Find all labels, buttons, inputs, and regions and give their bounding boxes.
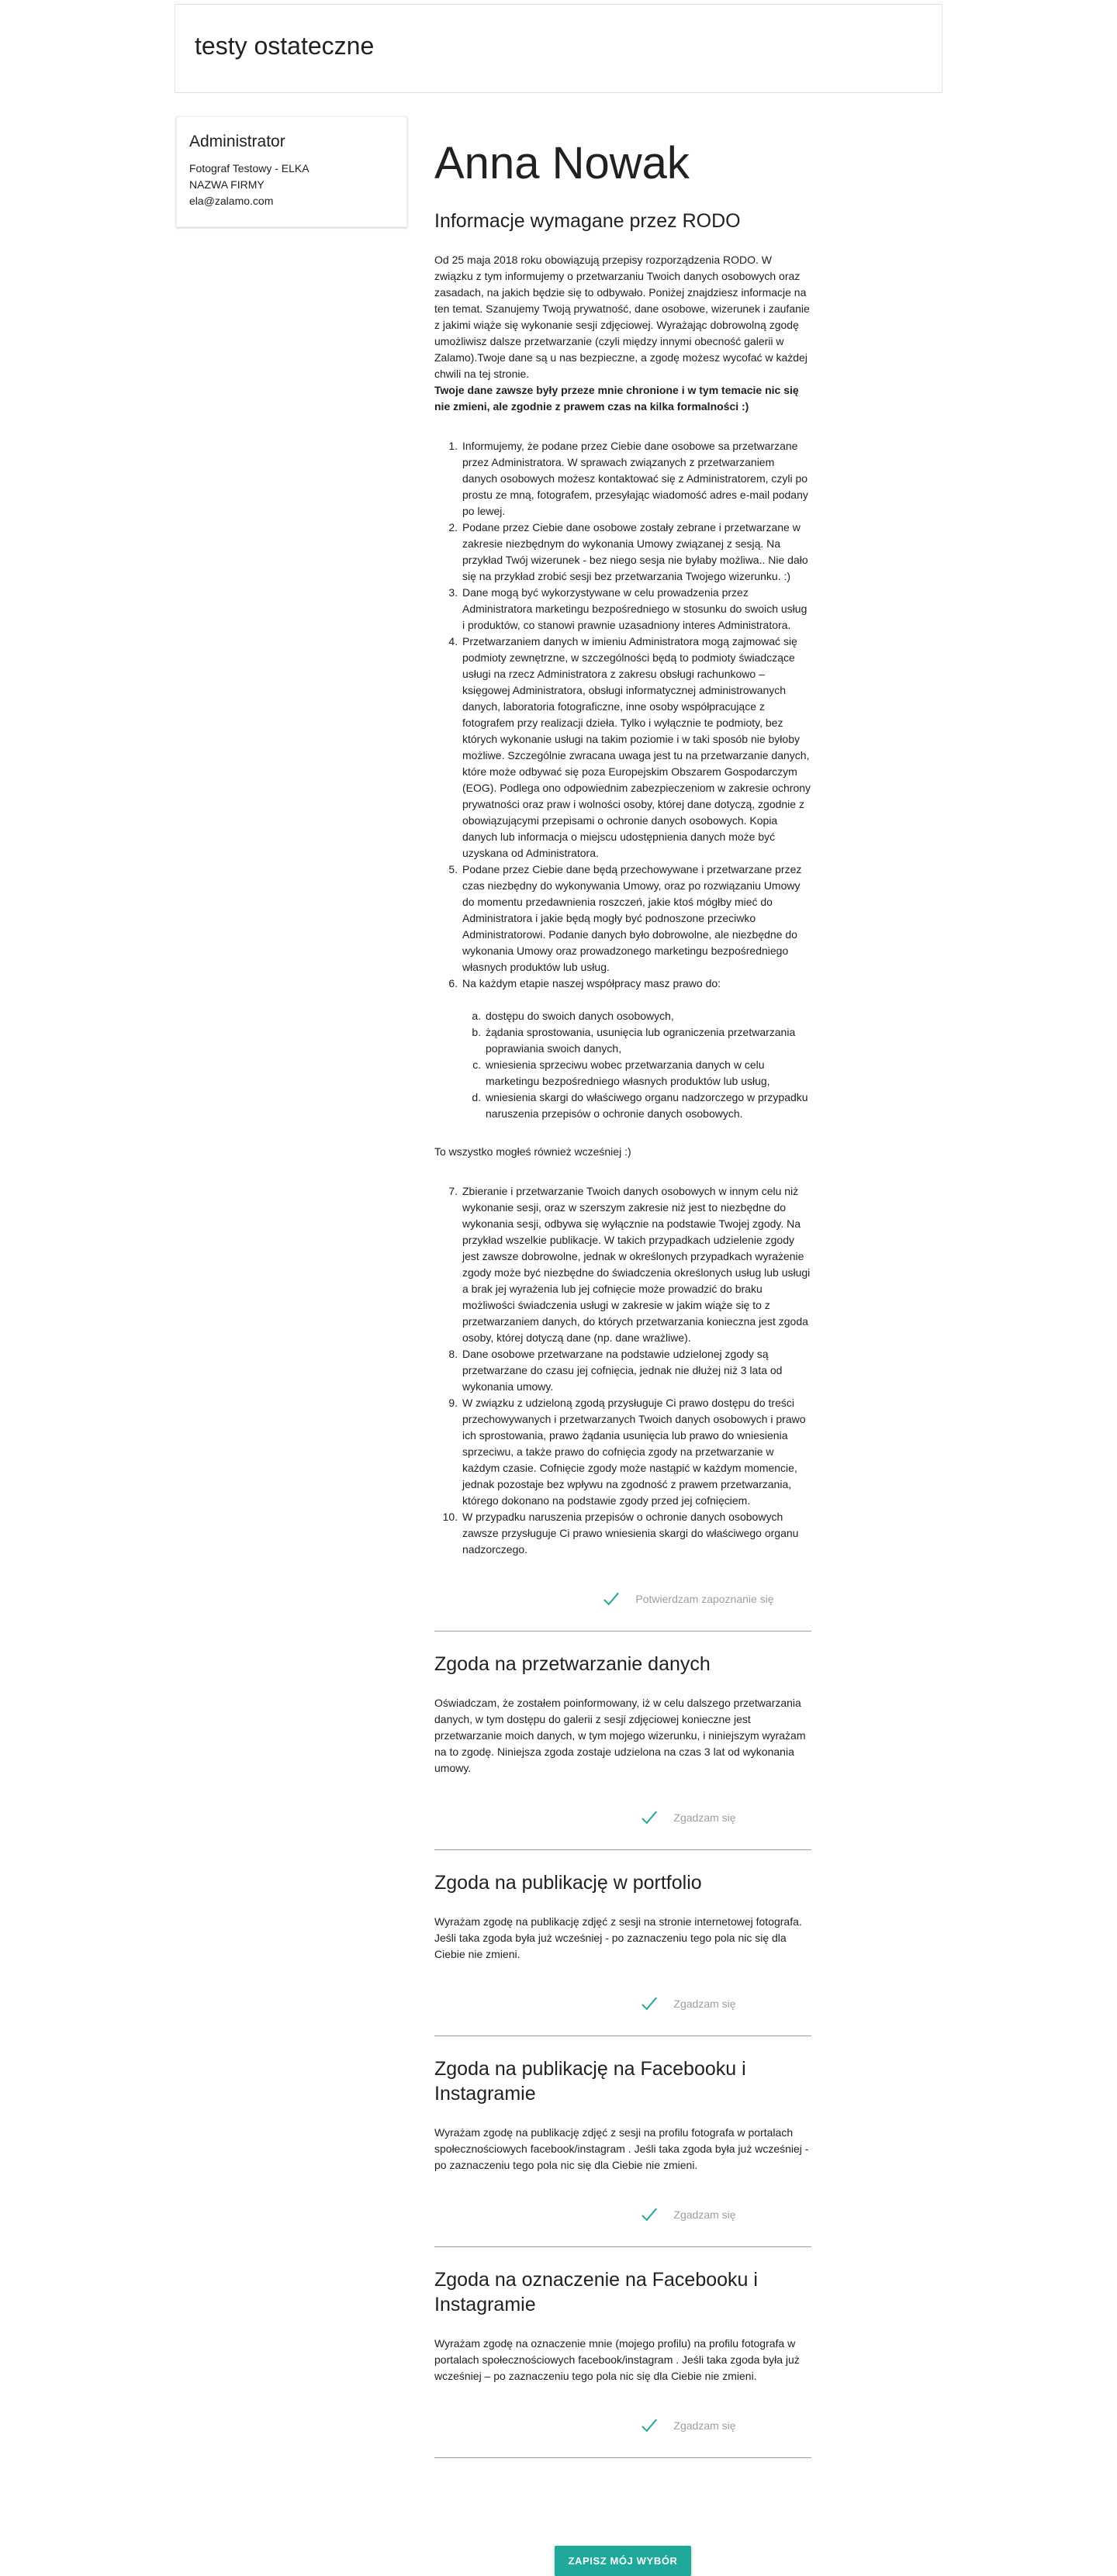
agree-checkbox-social-publish[interactable] bbox=[434, 2206, 942, 2223]
check-icon bbox=[641, 1809, 658, 1826]
section-divider bbox=[434, 2246, 811, 2247]
rodo-intro: Od 25 maja 2018 roku obowiązują przepisy rozporządzenia RODO. W związku z tym informujemy o przetwarzaniu Twoich danych osobowych oraz zasadach, na jakich będzie się to odbywało. Poniżej znajdziesz informacje na ten temat. Szanujemy Twoją prywatność, dane osobowe, wizerunek i zaufanie z jakimi wiąże się wykonanie sesji zdjęciowej. Wyrażając dobrowolną zgodę umożliwisz dalsze przetwarzanie (czyli między innymi obecność galerii w Zalamo).Twoje dane są u nas bezpieczne, a zgodę możesz wycofać w każdej chwili na tej stronie. bbox=[434, 253, 810, 380]
rodo-heading: Informacje wymagane przez RODO bbox=[434, 209, 741, 232]
rodo-subitem-b: b. żądania sprostowania, usunięcia lub ograniczenia przetwarzania poprawiania swoich danych, bbox=[484, 1024, 811, 1057]
section-4-heading: Zgoda na oznaczenie na Facebooku i Instagramie bbox=[434, 2268, 758, 2315]
rodo-list-7-10 bbox=[434, 1183, 811, 1558]
agree-label: Zgadzam się bbox=[673, 2208, 736, 2221]
rodo-item-6 bbox=[461, 975, 811, 1122]
save-choice-button[interactable]: ZAPISZ MÓJ WYBÓR bbox=[555, 2546, 690, 2576]
rodo-item-9: 9. W związku z udzieloną zgodą przysługuje Ci prawo dostępu do treści przechowywanych i przetwarzanych Twoich danych osobowych i prawo ich sprostowania, prawo żądania usunięcia lub prawo do wniesienia sprzeciwu, a także prawo do cofnięcia zgody na przetwarzanie w każdym czasie. Cofnięcie zgody może nastąpić w każdym momencie, jednak pozostaje bez wpływu na zgodność z prawem przetwarzania, którego dokonano na podstawie zgody przed jej cofnięciem. bbox=[461, 1395, 811, 1509]
rodo-item-4: 4. Przetwarzaniem danych w imieniu Administratora mogą zajmować się podmioty zewnętrzne, w szczególności będą to podmioty świadczące usługi na rzecz Administratora z zakresu obsługi rachunkowo – księgowej Administratora, obsługi informatycznej administrowanych danych, laboratoria fotograficzne, inne osoby współpracujące z fotografem przy realizacji dzieła. Tylko i wyłącznie te podmioty, bez których wykonanie usługi na takim poziomie i w taki sposób nie byłoby możliwe. Szczególnie zwracana uwaga jest tu na przetwarzanie danych, które może odbywać się poza Europejskim Obszarem Gospodarczym (EOG). Podlega ono odpowiednim zabezpieczeniom w zakresie ochrony prywatności oraz praw i wolności osoby, której dane dotyczą, zgodnie z obowiązującymi przepisami o ochronie danych osobowych. Kopia danych lub informacja o miejscu udostępnienia danych może być uzyskana od Administratora. bbox=[461, 634, 811, 862]
rodo-item-8: 8. Dane osobowe przetwarzane na podstawie udzielonej zgody są przetwarzane do czasu jej cofnięcia, jednak nie dłużej niż 3 lata od wykonania umowy. bbox=[461, 1346, 811, 1395]
check-icon bbox=[641, 2417, 658, 2434]
rodo-item-1: 1. Informujemy, że podane przez Ciebie dane osobowe sa przetwarzane przez Administratora. W sprawach związanych z przetwarzaniem danych osobowych możesz kontaktować się z Administratorem, czyli po prostu ze mną, fotografem, przesyłając wiadomość adres e-mail podany po lewej. bbox=[461, 438, 811, 520]
administrator-heading: Administrator bbox=[189, 133, 285, 150]
rodo-item-7: 7. Zbieranie i przetwarzanie Twoich danych osobowych w innym celu niż wykonanie sesji, oraz w szerszym zakresie niż jest to niezbędne do wykonania sesji, odbywa się wyłącznie na podstawie Twojej zgody. Na przykład wszelkie publikacje. W takich przypadkach udzielenie zgody jest zawsze dobrowolne, jednak w określonych przypadkach wyrażenie zgody może być niezbędne do świadczenia określonych usług lub usługi a brak jej wyrażenia lub jej cofnięcie może prowadzić do braku możliwości świadczenia usługi w zakresie w jakim wiąże się to z przetwarzaniem danych, do których przetwarzania konieczna jest zgoda osoby, której dotyczą dane (np. dane wrażliwe). bbox=[461, 1183, 811, 1346]
consent-form bbox=[434, 138, 942, 2576]
agree-checkbox-social-tag[interactable] bbox=[434, 2417, 942, 2434]
section-divider bbox=[434, 1631, 811, 1632]
rodo-subitem-c: c. wniesienia sprzeciwu wobec przetwarzania danych w celu marketingu bezpośredniego własnych produktów lub usług, bbox=[484, 1057, 811, 1089]
agree-checkbox-data-processing[interactable] bbox=[434, 1809, 942, 1826]
rodo-interlude: To wszystko mogłeś również wcześniej :) bbox=[434, 1145, 631, 1158]
contact-email: ela@zalamo.com bbox=[189, 195, 274, 207]
section-2-heading: Zgoda na publikację w portfolio bbox=[434, 1871, 702, 1894]
agree-label: Zgadzam się bbox=[673, 1811, 736, 1824]
section-divider bbox=[434, 1849, 811, 1850]
rodo-subitem-d: d. wniesienia skargi do właściwego organu nadzorczego w przypadku naruszenia przepisów o ochronie danych osobowych. bbox=[484, 1089, 811, 1122]
rodo-item-10: 10. W przypadku naruszenia przepisów o ochronie danych osobowych zawsze przysługuje Ci prawo wniesienia skargi do właściwego organu nadzorczego. bbox=[461, 1509, 811, 1558]
check-icon bbox=[641, 1995, 658, 2012]
rodo-item-5: 5. Podane przez Ciebie dane będą przechowywane i przetwarzane przez czas niezbędny do wykonywania Umowy, oraz po rozwiązaniu Umowy do momentu przedawnienia roszczeń, jakie ktoś mógłby mieć do Administratora i jakie będą mogły być podnoszone przeciwko Administratorowi. Podanie danych było dobrowolne, ale niezbędne do wykonania Umowy oraz prowadzonego marketingu bezpośredniego własnych produktów lub usług. bbox=[461, 862, 811, 975]
photographer-name: Fotograf Testowy - ELKA bbox=[189, 162, 310, 174]
agree-label: Zgadzam się bbox=[673, 1997, 736, 2010]
rodo-subitem-a: a. dostępu do swoich danych osobowych, bbox=[484, 1008, 811, 1024]
check-icon bbox=[641, 2206, 658, 2223]
rodo-intro-bold: Twoje dane zawsze były przeze mnie chronione i w tym temacie nic się nie zmieni, ale zgodnie z prawem czas na kilka formalności :) bbox=[434, 383, 799, 413]
gallery-header bbox=[175, 4, 942, 93]
confirm-read-checkbox[interactable] bbox=[434, 1590, 942, 1607]
section-4-body: Wyrażam zgodę na oznaczenie mnie (mojego profilu) na profilu fotografa w portalach społecznościowych facebook/instagram . Jeśli taka zgoda była już wcześniej – po zaznaczeniu tego pola nic się dla Ciebie nie zmieni. bbox=[434, 2336, 800, 2382]
section-3-heading: Zgoda na publikację na Facebooku i Instagramie bbox=[434, 2057, 746, 2105]
rodo-sublist bbox=[462, 1008, 811, 1122]
agree-checkbox-portfolio[interactable] bbox=[434, 1995, 942, 2012]
section-2-body: Wyrażam zgodę na publikację zdjęć z sesji na stronie internetowej fotografa. Jeśli taka zgoda była już wcześniej - po zaznaczeniu tego pola nic się dla Ciebie nie zmieni. bbox=[434, 1915, 802, 1960]
rodo-item-6-text: Na każdym etapie naszej współpracy masz prawo do: bbox=[462, 976, 721, 989]
client-name: Anna Nowak bbox=[434, 138, 690, 188]
confirm-read-label: Potwierdzam zapoznanie się bbox=[635, 1592, 774, 1605]
agree-label: Zgadzam się bbox=[673, 2419, 736, 2432]
rodo-list-1-6 bbox=[434, 438, 811, 1122]
rodo-item-3: 3. Dane mogą być wykorzystywane w celu prowadzenia przez Administratora marketingu bezpośredniego w stosunku do swoich usług i produktów, co stanowi prawnie uzasadniony interes Administratora. bbox=[461, 585, 811, 634]
section-1-heading: Zgoda na przetwarzanie danych bbox=[434, 1652, 711, 1675]
company-name: NAZWA FIRMY bbox=[189, 178, 265, 191]
administrator-card bbox=[176, 116, 407, 227]
rodo-item-2: 2. Podane przez Ciebie dane osobowe zostały zebrane i przetwarzane w zakresie niezbędnym do wykonania Umowy związanej z sesją. Na przykład Twój wizerunek - bez niego sesja nie byłaby możliwa.. Nie dało się na przykład zrobić sesji bez przetwarzania Twojego wizerunku. :) bbox=[461, 520, 811, 585]
section-1-body: Oświadczam, że zostałem poinformowany, iż w celu dalszego przetwarzania danych, w tym dostępu do galerii z sesji zdjęciowej konieczne jest przetwarzanie moich danych, w tym mojego wizerunku, i niniejszym wyrażam na to zgodę. Niniejsza zgoda zostaje udzielona na czas 3 lat od wykonania umowy. bbox=[434, 1696, 806, 1774]
section-3-body: Wyrażam zgodę na publikację zdjęć z sesji na profilu fotografa w portalach społecznościowych facebook/instagram . Jeśli taka zgoda była już wcześniej - po zaznaczeniu tego pola nic się dla Ciebie nie zmieni. bbox=[434, 2125, 809, 2171]
bottom-divider bbox=[434, 2457, 811, 2458]
page-title: testy ostateczne bbox=[195, 32, 375, 60]
check-icon bbox=[603, 1590, 620, 1607]
